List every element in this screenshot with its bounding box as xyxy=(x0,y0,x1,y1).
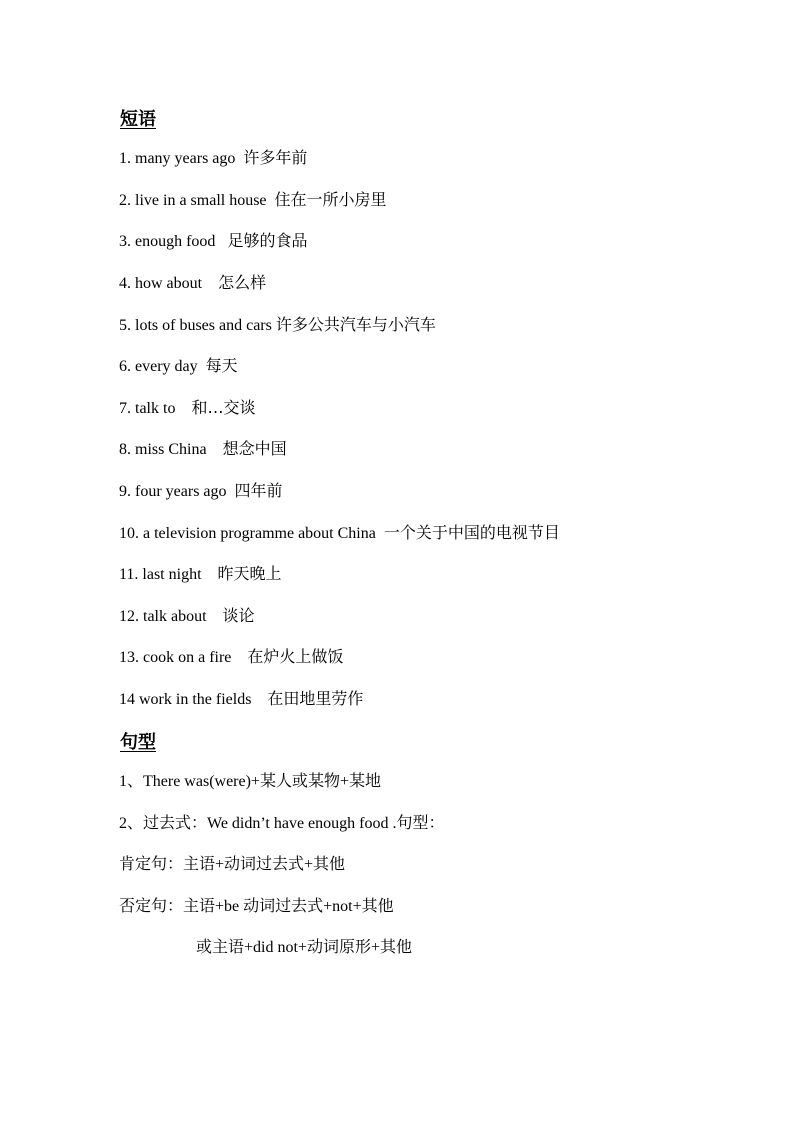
phrase-chinese: 许多公共汽车与小汽车 xyxy=(275,315,436,334)
negative-rule-alternative: 或主语+did not+动词原形+其他 xyxy=(196,939,412,956)
phrase-chinese: 四年前 xyxy=(234,481,283,500)
phrase-chinese: 足够的食品 xyxy=(227,231,308,250)
phrase-item-9 xyxy=(119,480,283,503)
phrase-english: 3. enough food xyxy=(119,233,228,250)
phrase-chinese: 在炉火上做饭 xyxy=(247,647,344,666)
phrase-english: 13. cook on a fire xyxy=(119,649,248,666)
phrase-chinese: 谈论 xyxy=(222,606,255,625)
phrase-english: 11. last night xyxy=(119,566,218,583)
phrase-chinese: 想念中国 xyxy=(222,439,287,458)
phrase-item-6 xyxy=(119,355,238,378)
negative-rule: 否定句：主语+be 动词过去式+not+其他 xyxy=(119,898,394,915)
phrase-english: 2. live in a small house xyxy=(119,192,275,209)
phrase-item-8 xyxy=(119,438,287,461)
phrases-heading: 短语 xyxy=(120,109,156,129)
phrase-item-14 xyxy=(119,688,363,711)
phrase-chinese: 一个关于中国的电视节目 xyxy=(383,523,560,542)
phrase-chinese: 怎么样 xyxy=(218,273,267,292)
phrase-item-13 xyxy=(119,646,343,669)
phrase-english: 7. talk to xyxy=(119,400,192,417)
phrase-english: 4. how about xyxy=(119,275,219,292)
affirmative-rule: 肯定句：主语+动词过去式+其他 xyxy=(119,856,346,873)
phrase-english: 8. miss China xyxy=(119,441,223,458)
phrase-item-2 xyxy=(119,189,387,212)
phrase-chinese: 在田地里劳作 xyxy=(267,689,364,708)
phrase-chinese: 昨天晚上 xyxy=(217,564,282,583)
phrase-english: 14 work in the fields xyxy=(119,691,268,708)
phrase-english: 10. a television programme about China xyxy=(119,525,384,542)
phrase-item-1 xyxy=(119,147,307,170)
phrase-english: 6. every day xyxy=(119,358,206,375)
phrase-item-5 xyxy=(119,314,436,337)
phrase-english: 12. talk about xyxy=(119,608,223,625)
patterns-heading: 句型 xyxy=(120,732,156,752)
pattern-line-2: 2、过去式：We didn’t have enough food .句型： xyxy=(119,815,445,832)
phrase-item-4 xyxy=(119,272,266,295)
phrase-english: 5. lots of buses and cars xyxy=(119,317,276,334)
pattern-line-1: 1、There was(were)+某人或某物+某地 xyxy=(119,773,381,790)
phrase-item-10 xyxy=(119,522,560,545)
phrase-english: 1. many years ago xyxy=(119,150,244,167)
phrase-item-3 xyxy=(119,230,307,253)
phrase-item-11 xyxy=(119,563,282,586)
phrase-chinese: 许多年前 xyxy=(243,148,308,167)
phrase-chinese: 每天 xyxy=(205,356,238,375)
phrase-item-12 xyxy=(119,605,255,628)
phrase-item-7 xyxy=(119,397,255,420)
phrase-english: 9. four years ago xyxy=(119,483,235,500)
phrase-chinese: 住在一所小房里 xyxy=(274,190,387,209)
phrase-chinese: 和…交谈 xyxy=(191,398,256,417)
